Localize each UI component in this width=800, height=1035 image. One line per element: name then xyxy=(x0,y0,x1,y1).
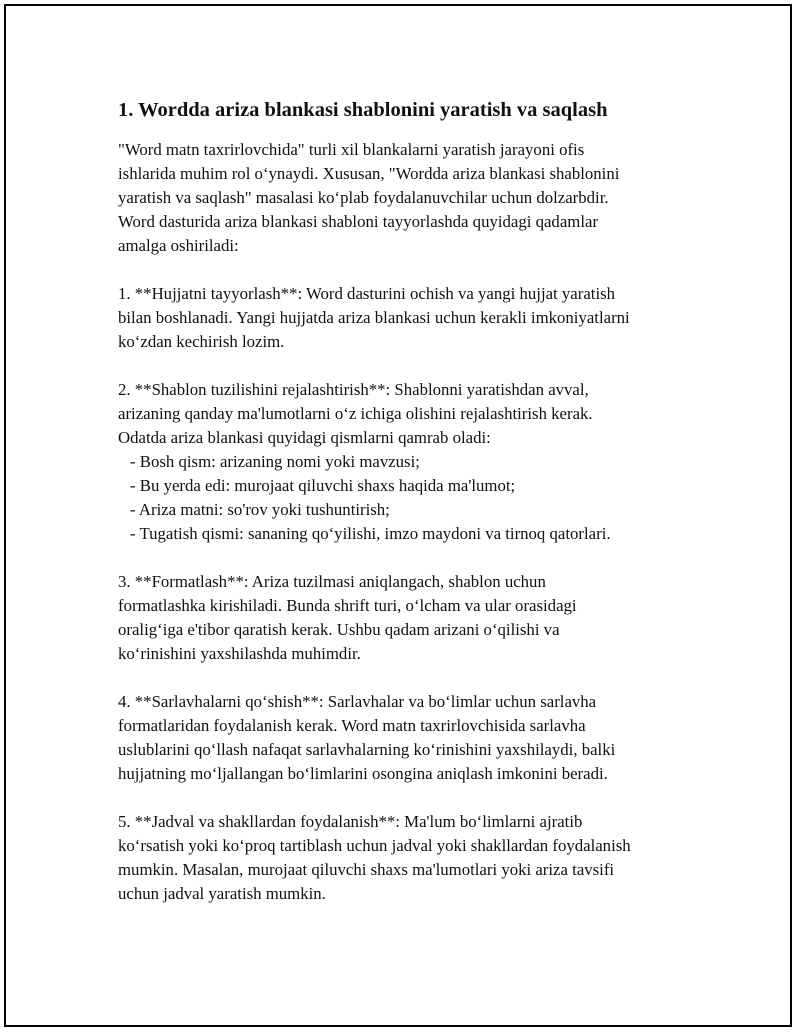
text-line: ishlarida muhim rol o‘ynaydi. Xususan, "Wordda ariza blankasi shablonini xyxy=(118,164,620,183)
step-3-paragraph xyxy=(118,570,718,666)
text-line: uslublarini qo‘llash nafaqat sarlavhalarning ko‘rinishini yaxshilaydi, balki xyxy=(118,740,616,759)
step-4-paragraph xyxy=(118,690,718,786)
text-line: formatlashka kirishiladi. Bunda shrift turi, o‘lcham va ular orasidagi xyxy=(118,596,577,615)
text-line: Odatda ariza blankasi quyidagi qismlarni qamrab oladi: xyxy=(118,428,491,447)
list-item: - Ariza matni: so'rov yoki tushuntirish; xyxy=(130,500,390,519)
text-line: 4. **Sarlavhalarni qo‘shish**: Sarlavhalar va bo‘limlar uchun sarlavha xyxy=(118,692,597,711)
document-content xyxy=(118,96,718,930)
text-line: yaratish va saqlash" masalasi ko‘plab foydalanuvchilar uchun dolzarbdir. xyxy=(118,188,609,207)
text-line: Word dasturida ariza blankasi shabloni tayyorlashda quyidagi qadamlar xyxy=(118,212,599,231)
text-line: 5. **Jadval va shakllardan foydalanish**: Ma'lum bo‘limlarni ajratib xyxy=(118,812,583,831)
text-line: 3. **Formatlash**: Ariza tuzilmasi aniqlangach, shablon uchun xyxy=(118,572,546,591)
text-line: ko‘rsatish yoki ko‘proq tartiblash uchun jadval yoki shakllardan foydalanish xyxy=(118,836,631,855)
text-line: hujjatning mo‘ljallangan bo‘limlarini osongina aniqlash imkonini beradi. xyxy=(118,764,608,783)
document-title: 1. Wordda ariza blankasi shablonini yaratish va saqlash xyxy=(118,99,608,121)
step-2-paragraph xyxy=(118,378,718,546)
document-page xyxy=(4,4,792,1027)
text-line: ko‘zdan kechirish lozim. xyxy=(118,332,285,351)
text-line: uchun jadval yaratish mumkin. xyxy=(118,884,326,903)
text-line: arizaning qanday ma'lumotlarni o‘z ichiga olishini rejalashtirish kerak. xyxy=(118,404,593,423)
text-line: "Word matn taxrirlovchida" turli xil blankalarni yaratish jarayoni ofis xyxy=(118,140,585,159)
list-item: - Bosh qism: arizaning nomi yoki mavzusi; xyxy=(130,452,420,471)
text-line: formatlaridan foydalanish kerak. Word matn taxrirlovchisida sarlavha xyxy=(118,716,586,735)
step-1-paragraph xyxy=(118,282,718,354)
text-line: amalga oshiriladi: xyxy=(118,236,239,255)
text-line: 2. **Shablon tuzilishini rejalashtirish**: Shablonni yaratishdan avval, xyxy=(118,380,589,399)
step-5-paragraph xyxy=(118,810,718,906)
text-line: ko‘rinishini yaxshilashda muhimdir. xyxy=(118,644,361,663)
intro-paragraph xyxy=(118,138,718,258)
text-line: mumkin. Masalan, murojaat qiluvchi shaxs ma'lumotlari yoki ariza tavsifi xyxy=(118,860,615,879)
text-line: oralig‘iga e'tibor qaratish kerak. Ushbu qadam arizani o‘qilishi va xyxy=(118,620,560,639)
list-item: - Bu yerda edi: murojaat qiluvchi shaxs haqida ma'lumot; xyxy=(130,476,516,495)
text-line: bilan boshlanadi. Yangi hujjatda ariza blankasi uchun kerakli imkoniyatlarni xyxy=(118,308,630,327)
text-line: 1. **Hujjatni tayyorlash**: Word dasturini ochish va yangi hujjat yaratish xyxy=(118,284,616,303)
list-item: - Tugatish qismi: sananing qo‘yilishi, imzo maydoni va tirnoq qatorlari. xyxy=(130,524,611,543)
